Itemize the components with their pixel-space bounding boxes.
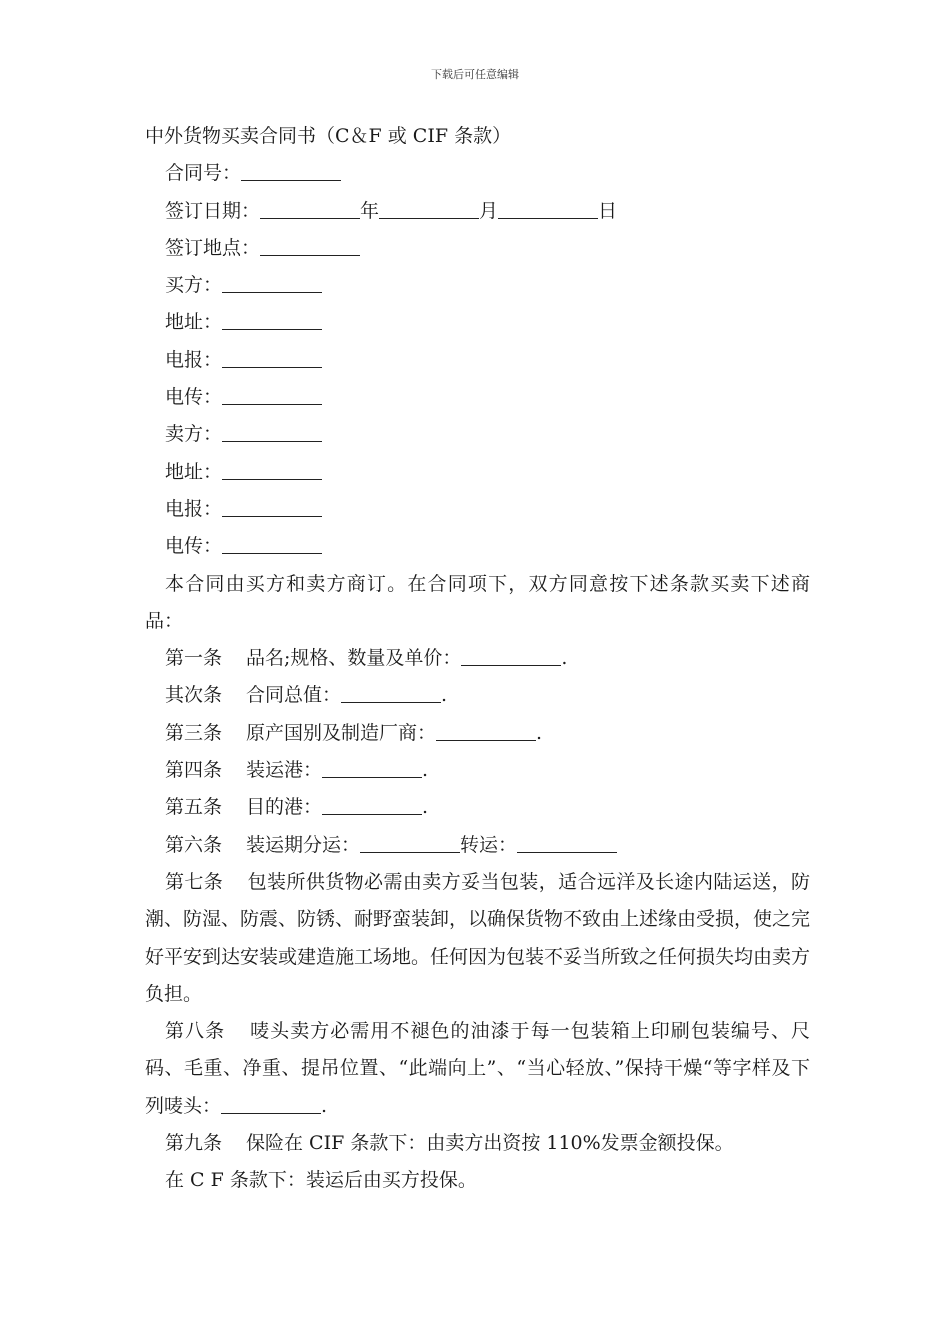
seller-address-blank[interactable] [222,459,322,480]
article-8-end: . [321,1094,328,1117]
article-4-end: . [422,759,429,782]
article-1-text: 品名;规格、数量及单价： [246,647,462,670]
contract-body [145,118,810,1200]
sign-place-label: 签订地点： [165,236,261,259]
article-5-blank[interactable] [322,794,422,815]
seller-telegram-line [145,491,810,528]
article-2-blank[interactable] [341,682,441,703]
day-label: 日 [598,199,618,222]
contract-no-blank[interactable] [241,160,341,181]
year-label: 年 [360,199,380,222]
article-1-blank[interactable] [461,645,561,666]
intro-paragraph: 本合同由买方和卖方商订。在合同项下，双方同意按下述条款买卖下述商品： [145,572,810,632]
seller-fax-line [145,528,810,565]
buyer-fax-line [145,379,810,416]
seller-blank[interactable] [222,421,322,442]
article-1 [145,640,810,677]
article-6-blank-b[interactable] [517,832,617,853]
article-1-num: 第一条 [165,647,223,670]
seller-label: 卖方： [165,423,223,446]
article-5-end: . [422,796,429,819]
year-blank[interactable] [260,198,360,219]
article-3-blank[interactable] [436,720,536,741]
article-6-blank-a[interactable] [360,832,460,853]
article-3 [145,715,810,752]
day-blank[interactable] [498,198,598,219]
article-9-num: 第九条 [165,1132,223,1155]
article-3-text: 原产国别及制造厂商： [246,721,437,744]
article-6-text: 装运期分运： [246,833,361,856]
article-7 [145,864,810,1013]
buyer-label: 买方： [165,274,223,297]
download-note: 下载后可任意编辑 [431,68,519,81]
contract-no-line [145,155,810,192]
seller-fax-blank[interactable] [222,533,322,554]
article-6 [145,827,810,864]
article-2-num: 其次条 [165,684,223,707]
sign-place-line [145,230,810,267]
article-4-blank[interactable] [322,757,422,778]
buyer-telegram-line [145,342,810,379]
sign-place-blank[interactable] [260,235,360,256]
article-7-text: 包装所供货物必需由卖方妥当包装，适合远洋及长途内陆运送，防潮、防湿、防震、防锈、耐野蛮装卸，以确保货物不致由上述缘由受损，使之完好平安到达安装或建造施工场地。任何因为包装不妥当所致之任何损失均由卖方负担。 [145,870,811,1005]
article-9 [145,1125,810,1162]
article-8-blank[interactable] [221,1093,321,1114]
contract-no-label: 合同号： [165,162,242,185]
buyer-telegram-label: 电报： [165,348,223,371]
article-9-text: 保险在 CIF 条款下：由卖方出资按 110%发票金额投保。 [246,1132,734,1155]
article-6-mid: 转运： [460,833,518,856]
buyer-address-line [145,304,810,341]
buyer-fax-blank[interactable] [222,384,322,405]
article-7-num: 第七条 [165,870,224,893]
contract-title: 中外货物买卖合同书（C＆F 或 CIF 条款） [145,125,512,147]
article-4-num: 第四条 [165,759,223,782]
article-2-end: . [441,684,448,707]
article-8-num: 第八条 [165,1020,226,1043]
article-3-num: 第三条 [165,721,223,744]
sign-date-label: 签订日期： [165,199,261,222]
article-6-num: 第六条 [165,833,223,856]
seller-fax-label: 电传： [165,535,223,558]
article-1-end: . [561,647,568,670]
seller-line [145,416,810,453]
article-4 [145,752,810,789]
buyer-fax-label: 电传： [165,386,223,409]
article-5-num: 第五条 [165,796,223,819]
seller-address-line [145,454,810,491]
article-2-text: 合同总值： [246,684,342,707]
buyer-blank[interactable] [222,272,322,293]
buyer-address-label: 地址： [165,311,223,334]
article-4-text: 装运港： [246,759,323,782]
month-label: 月 [479,199,499,222]
article-5 [145,789,810,826]
seller-telegram-label: 电报： [165,497,223,520]
article-5-text: 目的港： [246,796,323,819]
article-2 [145,677,810,714]
article-3-end: . [536,721,543,744]
buyer-line [145,267,810,304]
article-8 [145,1013,810,1125]
buyer-address-blank[interactable] [222,309,322,330]
buyer-telegram-blank[interactable] [222,347,322,368]
seller-address-label: 地址： [165,460,223,483]
seller-telegram-blank[interactable] [222,496,322,517]
month-blank[interactable] [379,198,479,219]
sign-date-line [145,193,810,230]
cf-insurance-line: 在 C F 条款下：装运后由买方投保。 [165,1169,477,1192]
article-8-text: 唛头卖方必需用不褪色的油漆于每一包装箱上印刷包装编号、尺码、毛重、净重、提吊位置、“此端向上”、“当心轻放、”保持干燥“等字样及下列唛头： [145,1020,810,1117]
